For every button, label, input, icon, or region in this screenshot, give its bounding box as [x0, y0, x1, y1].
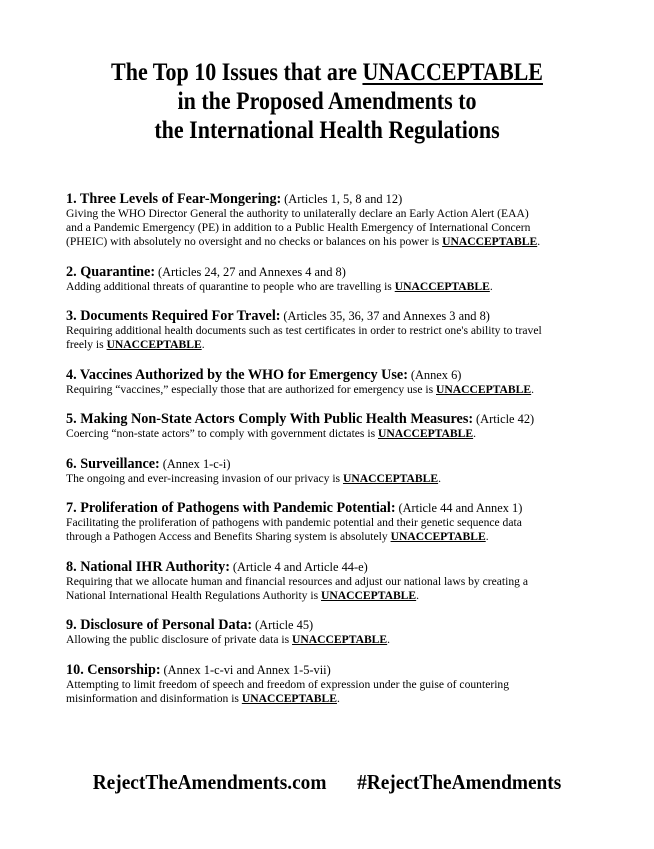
issue-body-text: and a Pandemic Emergency (PE) in addition to a Public Health Emergency of International Concern: [66, 221, 531, 234]
unacceptable-emphasis: UNACCEPTABLE: [321, 588, 417, 602]
issue-heading: 6. Surveillance:: [66, 455, 160, 472]
unacceptable-emphasis: UNACCEPTABLE: [436, 382, 532, 396]
issue-heading: 5. Making Non-State Actors Comply With Public Health Measures:: [66, 411, 474, 427]
issue-heading-line: [66, 411, 606, 427]
issue-item: [66, 559, 606, 603]
issue-body-text: (PHEIC) with absolutely no oversight and no checks or balances on his power is: [66, 235, 443, 248]
issue-heading-line: [66, 191, 606, 207]
issue-item: [66, 264, 606, 294]
title-emphasis: UNACCEPTABLE: [362, 59, 543, 86]
issue-body-text: Requiring that we allocate human and financial resources and adjust our national laws by creating a: [66, 574, 528, 588]
issue-heading: 4. Vaccines Authorized by the WHO for Emergency Use:: [66, 366, 408, 383]
issue-reference: (Article 42): [476, 412, 535, 426]
issue-heading-line: [66, 617, 606, 633]
issue-reference: (Articles 1, 5, 8 and 12): [284, 192, 403, 206]
issue-heading-line: [66, 662, 606, 678]
issue-reference: (Article 4 and Article 44-e): [232, 559, 368, 574]
title-line-3: the International Health Regulations: [154, 117, 500, 144]
issue-reference: (Article 45): [255, 618, 314, 632]
issue-body: [66, 678, 606, 706]
issue-heading: 1. Three Levels of Fear-Mongering:: [66, 191, 282, 207]
issue-body: [66, 207, 606, 249]
issue-body-end: .: [537, 235, 541, 248]
issue-heading-line: [66, 367, 606, 383]
issue-reference: (Annex 1-c-vi and Annex 1-5-vii): [163, 662, 331, 677]
issue-body: [66, 324, 606, 352]
issue-body-end: .: [438, 471, 442, 485]
title-line-2: in the Proposed Amendments to: [177, 88, 477, 115]
issue-body-text: through a Pathogen Access and Benefits Sharing system is absolutely: [66, 530, 391, 543]
page-title: [39, 58, 615, 145]
title-line-1: The Top 10 Issues that are UNACCEPTABLE: [111, 59, 543, 86]
issue-item: [66, 411, 606, 441]
footer-hashtag: #RejectTheAmendments: [357, 770, 562, 794]
issue-body: [66, 516, 606, 544]
issue-heading-line: [66, 500, 606, 516]
issue-body-text: Coercing “non-state actors” to comply with government dictates is: [66, 427, 378, 440]
issue-item: [66, 191, 606, 249]
unacceptable-emphasis: UNACCEPTABLE: [342, 471, 439, 485]
issue-body-text: Requiring “vaccines,” especially those that are authorized for emergency use is: [66, 382, 436, 396]
issue-body: [66, 575, 606, 603]
issue-heading: 10. Censorship:: [66, 661, 161, 678]
issue-heading: 2. Quarantine:: [66, 263, 156, 280]
issue-body: [66, 427, 606, 441]
issue-body-end: .: [416, 588, 420, 602]
issue-body-end: .: [485, 530, 489, 543]
issue-body: [66, 280, 606, 294]
issue-item: [66, 617, 606, 647]
unacceptable-emphasis: UNACCEPTABLE: [377, 427, 474, 440]
issue-body-end: .: [387, 633, 391, 646]
issue-item: [66, 367, 606, 397]
issue-body-text: National International Health Regulations Authority is: [66, 588, 322, 602]
issue-item: [66, 308, 606, 352]
issues-list: [66, 191, 606, 720]
issue-item: [66, 500, 606, 544]
issue-item: [66, 662, 606, 706]
issue-body-text: Attempting to limit freedom of speech and freedom of expression under the guise of countering: [66, 677, 510, 691]
issue-body-text: Giving the WHO Director General the authority to unilaterally declare an Early Action Alert (EAA): [66, 207, 529, 220]
issue-body-end: .: [489, 279, 493, 293]
issue-body-text: Facilitating the proliferation of pathogens with pandemic potential and their genetic sequence data: [66, 516, 522, 529]
issue-body-text: Adding additional threats of quarantine to people who are travelling is: [66, 279, 395, 293]
issue-heading: 8. National IHR Authority:: [66, 558, 230, 575]
issue-heading: 9. Disclosure of Personal Data:: [66, 617, 253, 633]
issue-body-end: .: [336, 691, 340, 705]
issue-body-end: .: [201, 338, 205, 351]
issue-heading-line: [66, 456, 606, 472]
issue-heading-line: [66, 308, 606, 324]
issue-body-text: freely is: [66, 338, 107, 351]
issue-body-text: misinformation and disinformation is: [66, 691, 242, 705]
issue-reference: (Articles 35, 36, 37 and Annexes 3 and 8): [283, 309, 490, 323]
unacceptable-emphasis: UNACCEPTABLE: [394, 279, 490, 293]
issue-body: [66, 472, 606, 486]
issue-body-text: Requiring additional health documents such as test certificates in order to restrict one's ability to travel: [66, 324, 542, 337]
issue-body: [66, 633, 606, 647]
unacceptable-emphasis: UNACCEPTABLE: [106, 338, 202, 351]
unacceptable-emphasis: UNACCEPTABLE: [390, 530, 486, 543]
issue-body-end: .: [531, 382, 535, 396]
issue-reference: (Articles 24, 27 and Annexes 4 and 8): [157, 264, 346, 279]
footer-website: RejectTheAmendments.com: [92, 770, 327, 794]
issue-reference: (Annex 1-c-i): [162, 456, 231, 471]
issue-heading-line: [66, 264, 606, 280]
footer: [33, 768, 622, 796]
issue-heading-line: [66, 559, 606, 575]
issue-item: [66, 456, 606, 486]
unacceptable-emphasis: UNACCEPTABLE: [292, 633, 388, 646]
issue-body-end: .: [473, 427, 477, 440]
unacceptable-emphasis: UNACCEPTABLE: [241, 691, 337, 705]
issue-heading: 3. Documents Required For Travel:: [66, 308, 281, 324]
unacceptable-emphasis: UNACCEPTABLE: [442, 235, 538, 248]
issue-reference: (Annex 6): [410, 367, 462, 382]
issue-body-text: Allowing the public disclosure of private data is: [66, 633, 293, 646]
issue-body-text: The ongoing and ever-increasing invasion of our privacy is: [66, 471, 343, 485]
issue-heading: 7. Proliferation of Pathogens with Pandemic Potential:: [66, 500, 396, 516]
issue-body: [66, 383, 606, 397]
issue-reference: (Article 44 and Annex 1): [398, 501, 523, 515]
